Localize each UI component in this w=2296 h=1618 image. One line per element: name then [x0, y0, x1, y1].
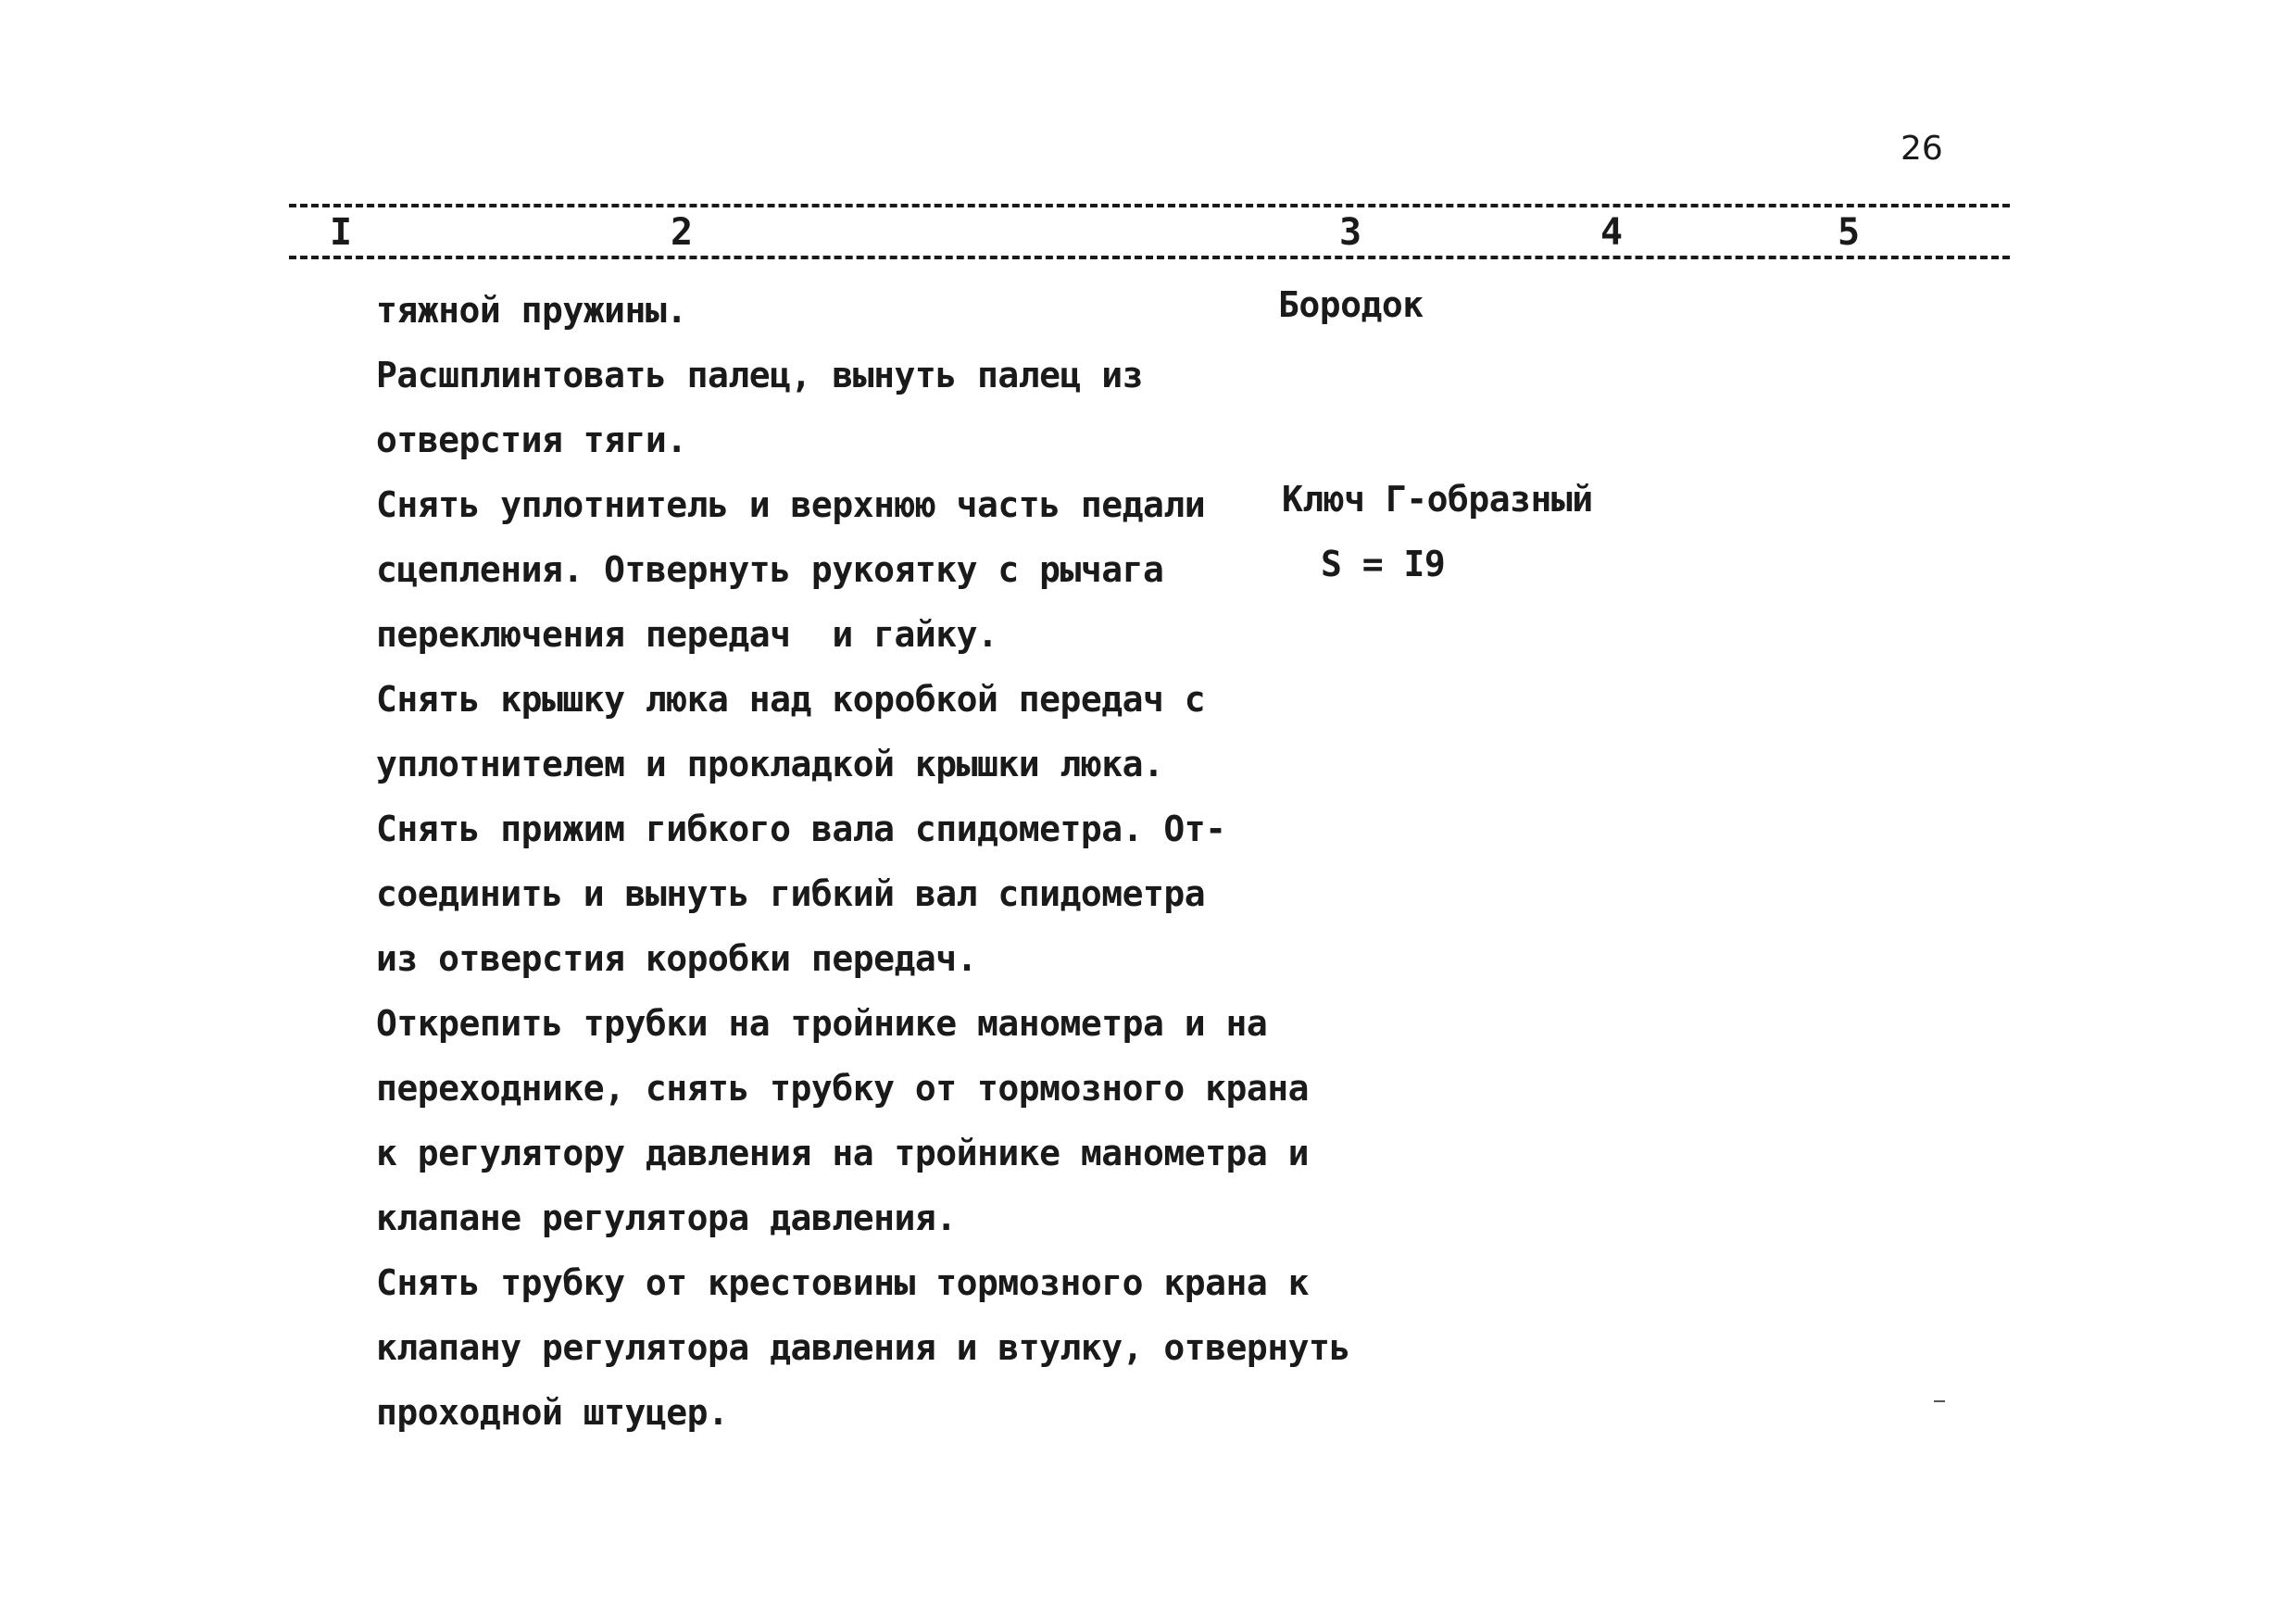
- instruction-line: Расшплинтовать палец, вынуть палец из: [376, 355, 1143, 395]
- instruction-line: проходной штуцер.: [376, 1392, 729, 1433]
- column-header-3: 3: [1334, 211, 1367, 254]
- instructions-column: [376, 278, 1349, 1445]
- instruction-line: отверстия тяги.: [376, 420, 687, 460]
- instruction-line: Снять крышку люка над коробкой передач с: [376, 679, 1206, 720]
- scan-speck: [1934, 1400, 1945, 1402]
- instruction-line: Снять прижим гибкого вала спидометра. От-: [376, 809, 1226, 849]
- instruction-line: из отверстия коробки передач.: [376, 938, 977, 979]
- table-header-rule-bottom: [289, 256, 2010, 259]
- instruction-line: переключения передач и гайку.: [376, 614, 998, 655]
- instruction-line: клапану регулятора давления и втулку, отвернуть: [376, 1327, 1350, 1368]
- instruction-line: тяжной пружины.: [376, 290, 687, 331]
- instruction-line: Открепить трубки на тройнике манометра и на: [376, 1003, 1268, 1044]
- instruction-line: клапане регулятора давления.: [376, 1198, 957, 1238]
- table-header-rule-top: [289, 204, 2010, 207]
- instruction-line: соединить и вынуть гибкий вал спидометра: [376, 873, 1206, 914]
- column-header-2: 2: [665, 211, 698, 254]
- instruction-line: Снять уплотнитель и верхнюю часть педали: [376, 484, 1206, 525]
- tool-l-wrench: Ключ Г-образный: [1282, 479, 1593, 520]
- instruction-line: Снять трубку от крестовины тормозного крана к: [376, 1262, 1310, 1303]
- page-number: 26: [1901, 130, 1943, 168]
- instruction-line: сцепления. Отвернуть рукоятку с рычага: [376, 549, 1164, 590]
- column-header-1: I: [324, 211, 358, 254]
- instruction-line: уплотнителем и прокладкой крышки люка.: [376, 744, 1164, 784]
- tool-wrench-size: S = I9: [1321, 544, 1446, 584]
- instruction-line: к регулятору давления на тройнике манометра и: [376, 1133, 1310, 1173]
- column-header-5: 5: [1832, 211, 1865, 254]
- tool-punch: Бородок: [1278, 284, 1424, 325]
- column-header-4: 4: [1595, 211, 1628, 254]
- instruction-line: переходнике, снять трубку от тормозного крана: [376, 1068, 1310, 1109]
